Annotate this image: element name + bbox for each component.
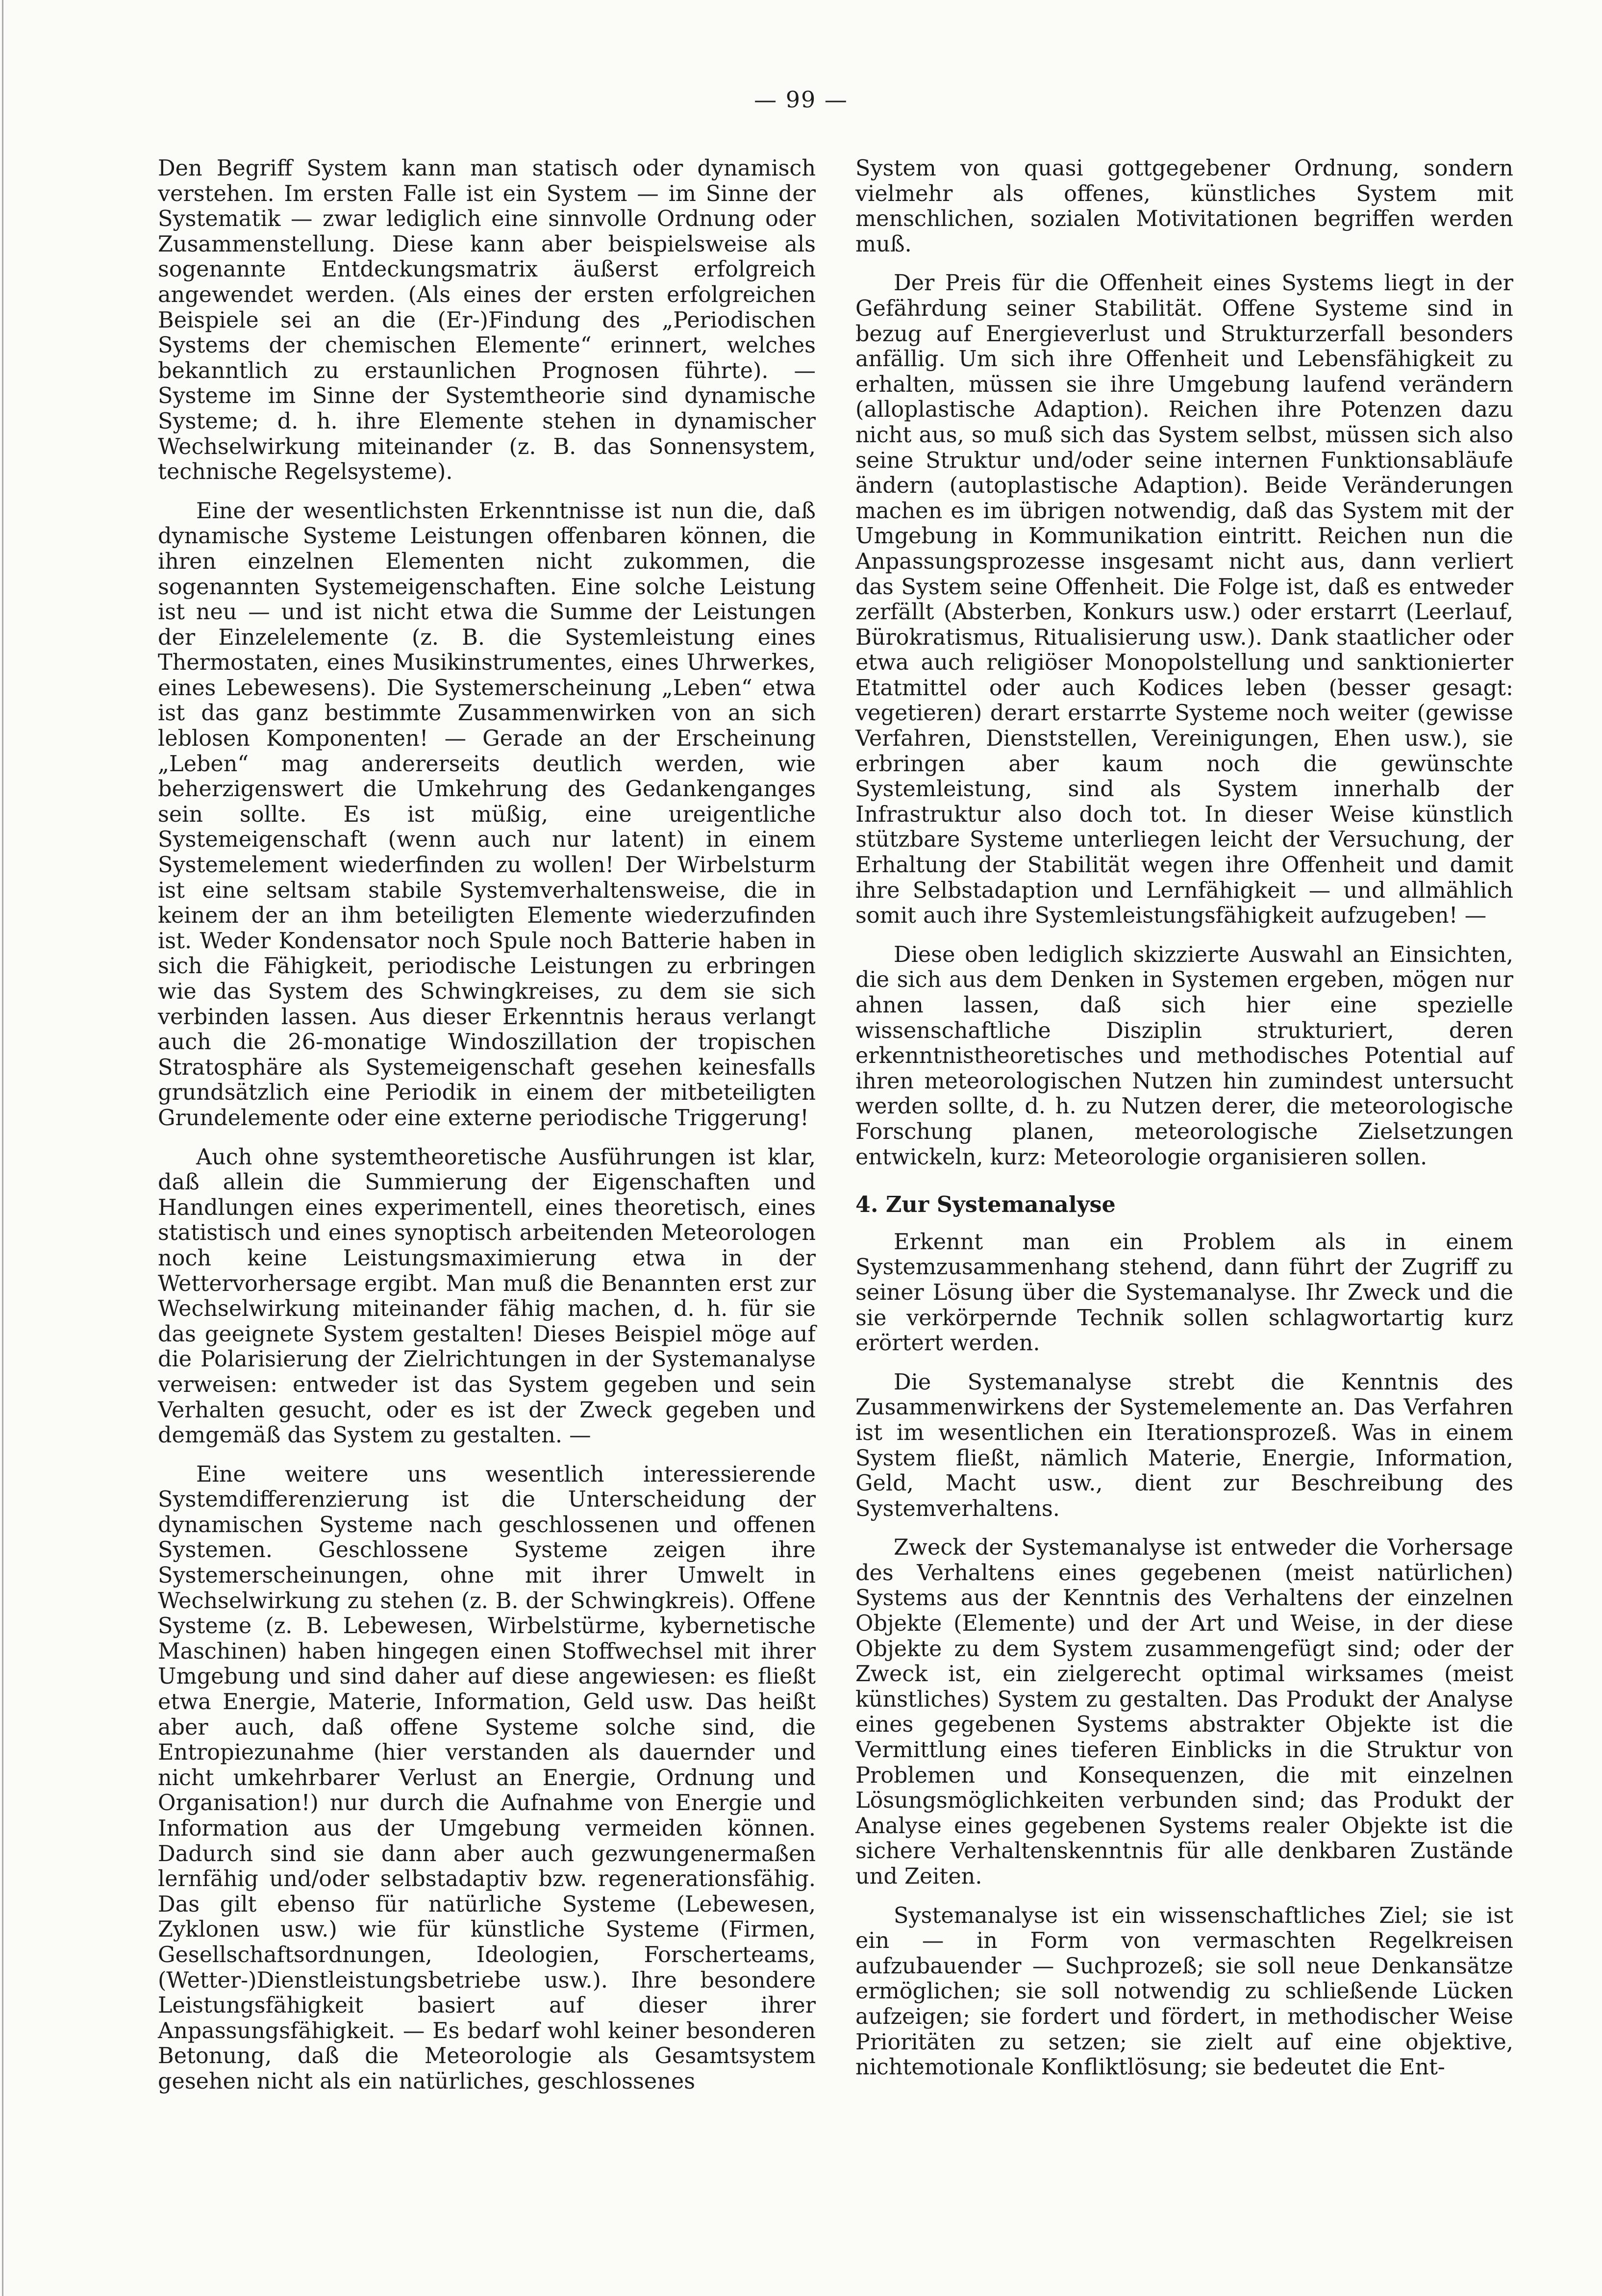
page-number: — 99 — xyxy=(754,86,848,113)
right-column xyxy=(855,156,1513,2094)
paragraph-systemeigenschaften: Eine der wesentlichsten Erkenntnisse ist nun die, daß dynamische Systeme Leistungen offenbaren können, die ihren einzelnen Elementen nicht zukommen, die sogenannten Systemeigenschaften. Eine solche Leistung ist neu — und ist nicht etwa die Summe der Leistungen der Einzelelemente (z. B. die Systemleistung eines Thermostaten, eines Musikinstrumentes, eines Uhrwerkes, eines Lebewesens). Die Systemerscheinung „Leben“ etwa ist das ganz bestimmte Zusammenwirken von an sich leblosen Komponenten! — Gerade an der Erscheinung „Leben“ mag andererseits deutlich werden, wie beherzigenswert die Umkehrung des Gedankenganges sein sollte. Es ist müßig, eine ureigentliche Systemeigenschaft (wenn auch nur latent) in einem Systemelement wiederfinden zu wollen! Der Wirbelsturm ist eine seltsam stabile Systemverhaltensweise, die in keinem der an ihm beteiligten Elemente wiederzufinden ist. Weder Kondensator noch Spule noch Batterie haben in sich die Fähigkeit, periodische Leistungen zu erbringen wie das System des Schwingkreises, zu dem sie sich verbinden lassen. Aus dieser Erkenntnis heraus verlangt auch die 26-monatige Windoszillation der tropischen Stratosphäre als Systemeigenschaft gesehen keinesfalls grundsätzlich eine Periodik in einem der mitbeteiligten Grundelemente oder eine externe periodische Triggerung! xyxy=(158,498,816,1131)
scan-edge-line xyxy=(2,0,3,2296)
paragraph-continuation: System von quasi gottgegebener Ordnung, sondern vielmehr als offenes, künstliches System mit menschlichen, sozialen Motivitationen begriffen werden muß. xyxy=(855,156,1513,257)
paragraph-system-begriff: Den Begriff System kann man statisch oder dynamisch verstehen. Im ersten Falle ist ein System — im Sinne der Systematik — zwar lediglich eine sinnvolle Ordnung oder Zusammenstellung. Diese kann aber beispielsweise als sogenannte Entdeckungsmatrix äußerst erfolgreich angewendet werden. (Als eines der ersten erfolgreichen Beispiele sei an die (Er-)Findung des „Periodischen Systems der chemischen Elemente“ erinnert, welches bekanntlich zu erstaunlichen Prognosen führte). — Systeme im Sinne der Systemtheorie sind dynamische Systeme; d. h. ihre Elemente stehen in dynamischer Wechselwirkung miteinander (z. B. das Sonnensystem, technische Regelsysteme). xyxy=(158,156,816,485)
paragraph-problem-systemzusammenhang: Erkennt man ein Problem als in einem Systemzusammenhang stehend, dann führt der Zugriff zu seiner Lösung über die Systemanalyse. Ihr Zweck und die sie verkörpernde Technik sollen schlagwortartig kurz erörtert werden. xyxy=(855,1229,1513,1356)
paragraph-auswahl-einsichten: Diese oben lediglich skizzierte Auswahl an Einsichten, die sich aus dem Denken in Systemen ergeben, mögen nur ahnen lassen, daß sich hier eine spezielle wissenschaftliche Disziplin strukturiert, deren erkenntnistheoretisches und methodisches Potential auf ihren meteorologischen Nutzen hin zumindest untersucht werden sollte, d. h. zu Nutzen derer, die meteorologische Forschung planen, meteorologische Zielsetzungen entwickeln, kurz: Meteorologie organisieren sollen. xyxy=(855,942,1513,1170)
paragraph-wissenschaftliches-ziel: Systemanalyse ist ein wissenschaftliches Ziel; sie ist ein — in Form von vermaschten Regelkreisen aufzubauender — Suchprozeß; sie soll neue Denkansätze ermöglichen; sie soll notwendig zu schließende Lücken aufzeigen; sie fordert und fördert, in methodischer Weise Prioritäten zu setzen; sie zielt auf eine objektive, nichtemotionale Konfliktlösung; sie bedeutet die Ent- xyxy=(855,1903,1513,2080)
section-heading: 4. Zur Systemanalyse xyxy=(855,1192,1116,1218)
left-column xyxy=(158,156,816,2108)
paragraph-offene-geschlossene-systeme: Eine weitere uns wesentlich interessierende Systemdifferenzierung ist die Unterscheidung der dynamischen Systeme nach geschlossenen und offenen Systemen. Geschlossene Systeme zeigen ihre Systemerscheinungen, ohne mit ihrer Umwelt in Wechselwirkung zu stehen (z. B. der Schwingkreis). Offene Systeme (z. B. Lebewesen, Wirbelstürme, kybernetische Maschinen) haben hingegen einen Stoffwechsel mit ihrer Umgebung und sind daher auf diese angewiesen: es fließt etwa Energie, Materie, Information, Geld usw. Das heißt aber auch, daß offene Systeme solche sind, die Entropiezunahme (hier verstanden als dauernder und nicht umkehrbarer Verlust an Energie, Ordnung und Organisation!) nur durch die Aufnahme von Energie und Information aus der Umgebung vermeiden können. Dadurch sind sie dann aber auch gezwungenermaßen lernfähig und/oder selbstadaptiv bzw. regenerationsfähig. Das gilt ebenso für natürliche Systeme (Lebewesen, Zyklonen usw.) wie für künstliche Systeme (Firmen, Gesellschaftsordnungen, Ideologien, Forscherteams, (Wetter-)Dienstleistungsbetriebe usw.). Ihre besondere Leistungsfähigkeit basiert auf dieser ihrer Anpassungsfähigkeit. — Es bedarf wohl keiner besonderen Betonung, daß die Meteorologie als Gesamtsystem gesehen nicht als ein natürliches, geschlossenes xyxy=(158,1462,816,2094)
paragraph-preis-offenheit: Der Preis für die Offenheit eines Systems liegt in der Gefährdung seiner Stabilität. Offene Systeme sind in bezug auf Energieverlust und Strukturzerfall besonders anfällig. Um sich ihre Offenheit und Lebensfähigkeit zu erhalten, müssen sie ihre Umgebung laufend verändern (alloplastische Adaption). Reichen ihre Potenzen dazu nicht aus, so muß sich das System selbst, müssen sich also seine Struktur und/oder seine internen Funktionsabläufe ändern (autoplastische Adaption). Beide Veränderungen machen es im übrigen notwendig, daß das System mit der Umgebung in Kommunikation eintritt. Reichen nun die Anpassungsprozesse insgesamt nicht aus, dann verliert das System seine Offenheit. Die Folge ist, daß es entweder zerfällt (Absterben, Konkurs usw.) oder erstarrt (Leerlauf, Bürokratismus, Ritualisierung usw.). Dank staatlicher oder etwa auch religiöser Monopolstellung und sanktionierter Etatmittel oder auch Kodices leben (besser gesagt: vegetieren) derart erstarrte Systeme noch weiter (gewisse Verfahren, Dienststellen, Vereinigungen, Ehen usw.), sie erbringen aber kaum noch die gewünschte Systemleistung, sind als System innerhalb der Infrastruktur also doch tot. In dieser Weise künstlich stützbare Systeme unterliegen leicht der Versuchung, der Erhaltung der Stabilität wegen ihre Offenheit und damit ihre Selbstadaption und Lernfähigkeit — und allmählich somit auch ihre Systemleistungsfähigkeit aufzugeben! — xyxy=(855,271,1513,929)
paragraph-zweck-systemanalyse: Zweck der Systemanalyse ist entweder die Vorhersage des Verhaltens eines gegebenen (meist natürlichen) Systems aus der Kenntnis des Verhaltens der einzelnen Objekte (Elemente) und der Art und Weise, in der diese Objekte zu dem System zusammengefügt sind; oder der Zweck ist, ein zielgerecht optimal wirksames (meist künstliches) System zu gestalten. Das Produkt der Analyse eines gegebenen Systems abstrakter Objekte ist die Vermittlung eines tieferen Einblicks in die Struktur von Problemen und Konsequenzen, die mit einzelnen Lösungsmöglichkeiten verbunden sind; das Produkt der Analyse eines gegebenen Systems realer Objekte ist die sichere Verhaltenskenntnis für alle denkbaren Zustände und Zeiten. xyxy=(855,1535,1513,1889)
paragraph-zusammenwirken: Die Systemanalyse strebt die Kenntnis des Zusammenwirkens der Systemelemente an. Das Verfahren ist im wesentlichen ein Iterationsprozeß. Was in einem System fließt, nämlich Materie, Energie, Information, Geld, Macht usw., dient zur Beschreibung des Systemverhaltens. xyxy=(855,1369,1513,1521)
paragraph-meteorologen-beispiel: Auch ohne systemtheoretische Ausführungen ist klar, daß allein die Summierung der Eigenschaften und Handlungen eines experimentell, eines theoretisch, eines statistisch und eines synoptisch arbeitenden Meteorologen noch keine Leistungsmaximierung etwa in der Wettervorhersage ergibt. Man muß die Benannten erst zur Wechselwirkung miteinander fähig machen, d. h. für sie das geeignete System gestalten! Dieses Beispiel möge auf die Polarisierung der Zielrichtungen in der Systemanalyse verweisen: entweder ist das System gegeben und sein Verhalten gesucht, oder es ist der Zweck gegeben und demgemäß das System zu gestalten. — xyxy=(158,1144,816,1448)
